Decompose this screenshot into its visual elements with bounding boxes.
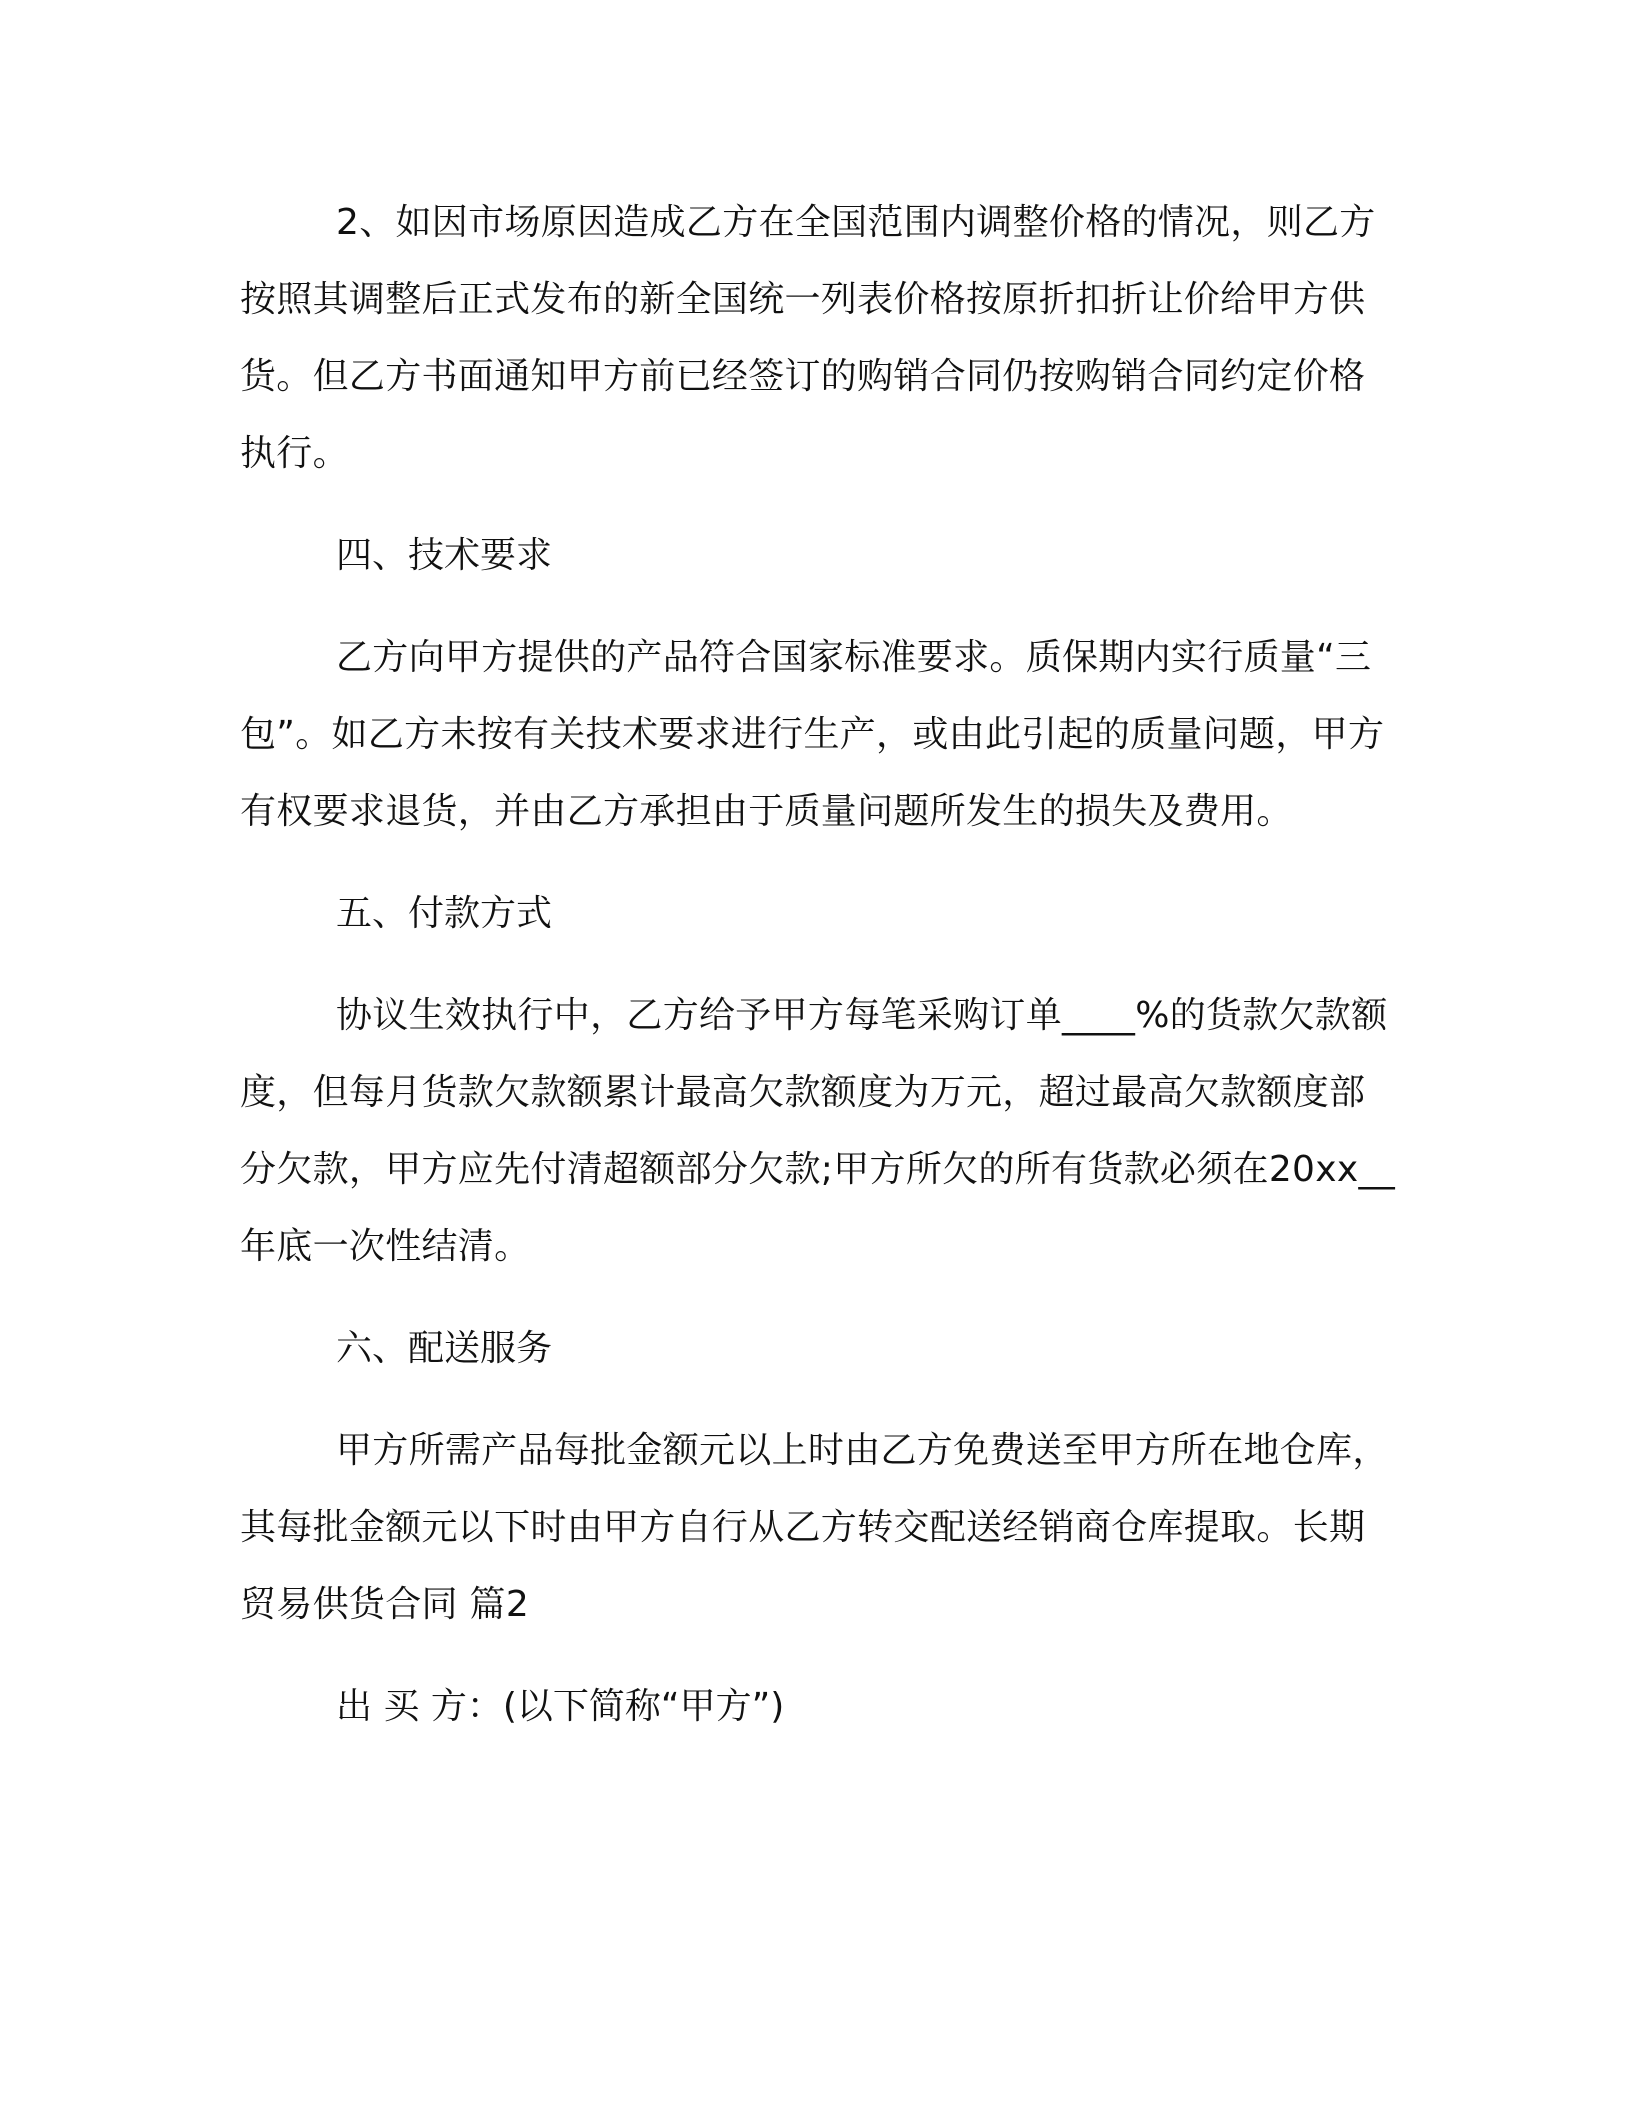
- section-heading-technical-requirements: 四、技术要求: [336, 535, 553, 576]
- document-body: [240, 184, 1400, 1745]
- paragraph-delivery-service: 甲方所需产品每批金额元以上时由乙方免费送至甲方所在地仓库，其每批金额元以下时由甲方自行从乙方转交配送经销商仓库提取。长期贸易供货合同 篇2: [240, 1430, 1389, 1625]
- section-heading-delivery-service: 六、配送服务: [336, 1328, 553, 1369]
- paragraph-payment-method: 协议生效执行中，乙方给予甲方每笔采购订单____%的货款欠款额度，但每月货款欠款额累计最高欠款额度为万元，超过最高欠款额度部分欠款，甲方应先付清超额部分欠款;甲方所欠的所有货款必须在20xx__年底一次性结清。: [240, 995, 1396, 1267]
- paragraph-price-adjustment: 2、如因市场原因造成乙方在全国范围内调整价格的情况，则乙方按照其调整后正式发布的新全国统一列表价格按原折扣折让价给甲方供货。但乙方书面通知甲方前已经签订的购销合同仍按购销合同约定价格执行。: [240, 202, 1376, 474]
- paragraph-technical-requirements: 乙方向甲方提供的产品符合国家标准要求。质保期内实行质量“三包”。如乙方未按有关技术要求进行生产，或由此引起的质量问题，甲方有权要求退货，并由乙方承担由于质量问题所发生的损失及费用。: [240, 637, 1385, 832]
- section-heading-payment-method: 五、付款方式: [336, 893, 553, 934]
- seller-party-line: 出 买 方：(以下简称“甲方”): [336, 1686, 785, 1727]
